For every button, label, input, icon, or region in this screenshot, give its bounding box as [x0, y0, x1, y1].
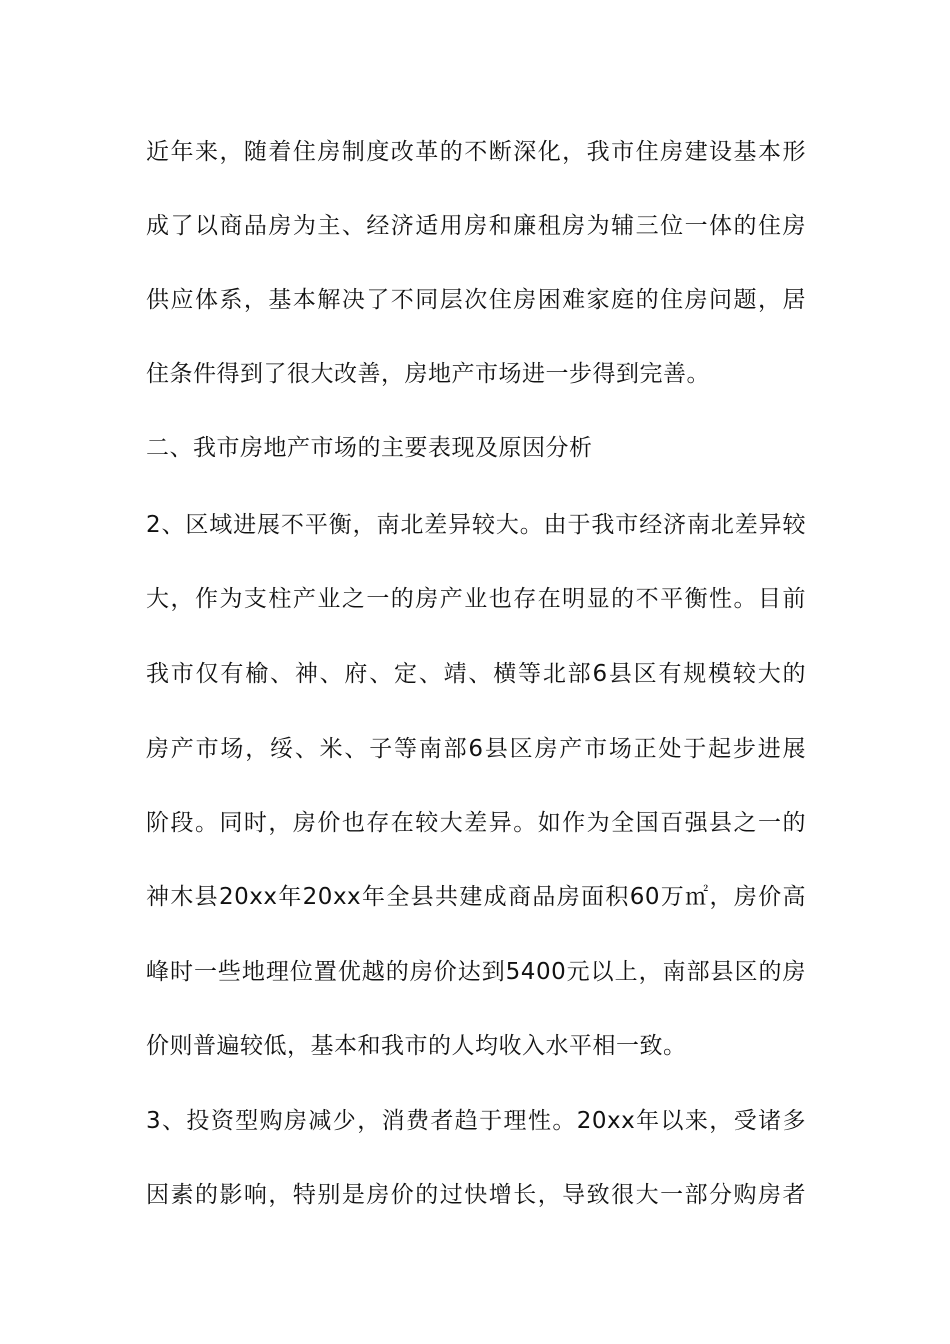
paragraph-line: 价则普遍较低，基本和我市的人均收入水平相一致。 — [146, 1033, 687, 1059]
paragraph-line: 我市仅有榆、神、府、定、靖、横等北部6县区有规模较大的 — [146, 661, 806, 687]
paragraph-line: 成了以商品房为主、经济适用房和廉租房为辅三位一体的住房 — [146, 213, 806, 239]
paragraph-line: 近年来，随着住房制度改革的不断深化，我市住房建设基本形 — [146, 139, 806, 165]
paragraph-line: 阶段。同时，房价也存在较大差异。如作为全国百强县之一的 — [146, 810, 806, 836]
paragraph-line: 神木县20xx年20xx年全县共建成商品房面积60万㎡，房价高 — [146, 884, 806, 910]
section-heading: 二、我市房地产市场的主要表现及原因分析 — [146, 435, 593, 461]
paragraph-line: 住条件得到了很大改善，房地产市场进一步得到完善。 — [146, 361, 710, 387]
paragraph-line: 峰时一些地理位置优越的房价达到5400元以上，南部县区的房 — [146, 959, 806, 985]
paragraph-line: 3、投资型购房减少，消费者趋于理性。20xx年以来，受诸多 — [146, 1108, 806, 1134]
paragraph-line: 2、区域进展不平衡，南北差异较大。由于我市经济南北差异较 — [146, 512, 806, 538]
paragraph-line: 大，作为支柱产业之一的房产业也存在明显的不平衡性。目前 — [146, 586, 806, 612]
paragraph-line: 因素的影响，特别是房价的过快增长，导致很大一部分购房者 — [146, 1182, 806, 1208]
paragraph-line: 供应体系，基本解决了不同层次住房困难家庭的住房问题，居 — [146, 287, 806, 313]
paragraph-line: 房产市场，绥、米、子等南部6县区房产市场正处于起步进展 — [146, 736, 806, 762]
